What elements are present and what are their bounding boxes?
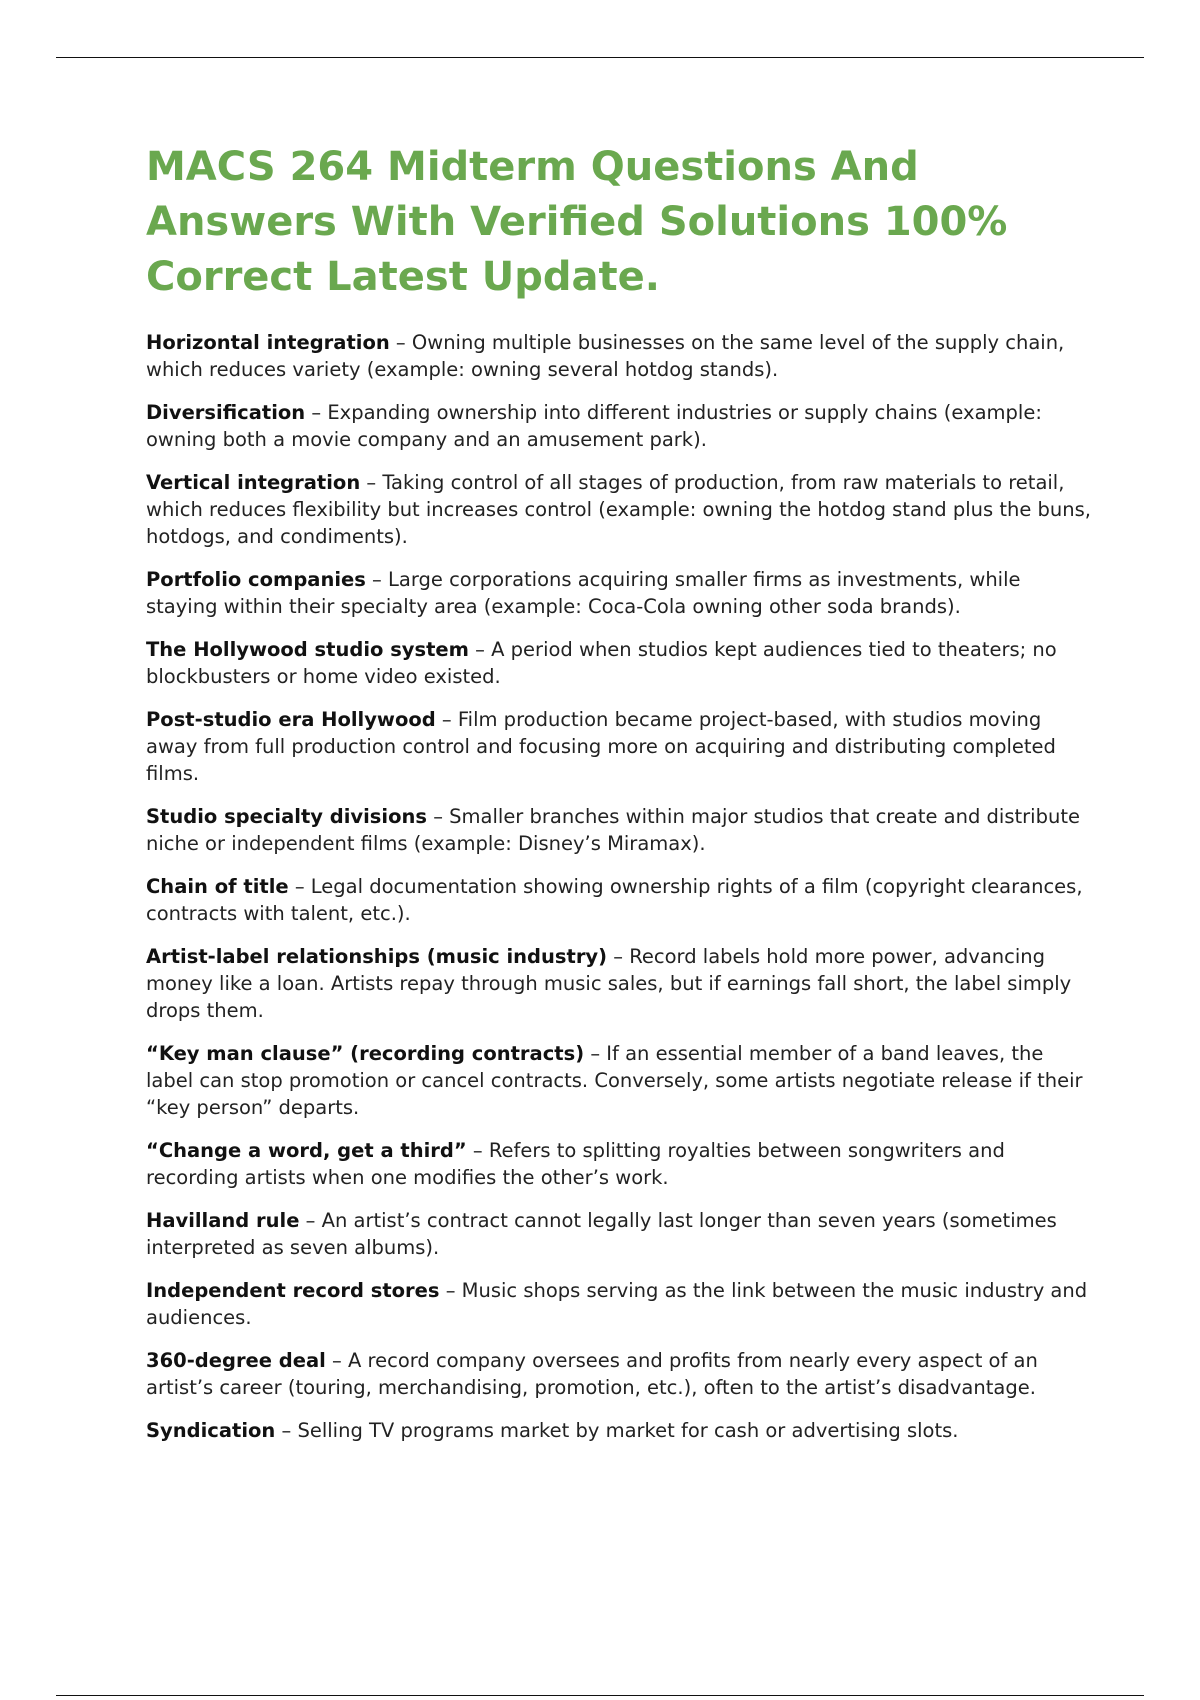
term-separator: – [435,708,458,731]
glossary-definition: Legal documentation showing ownership rights of a film (copyright clearances, contracts with talent, etc.). [146,875,1083,925]
glossary-entry [146,399,1096,453]
glossary-definition: Refers to splitting royalties between songwriters and recording artists when one modifies the other’s work. [146,1139,1005,1189]
glossary-entry [146,803,1096,857]
bottom-rule [56,1695,1144,1696]
term-separator: – [427,805,450,828]
glossary-term: Vertical integration [146,471,361,494]
term-separator: – [288,875,311,898]
term-separator: – [468,638,492,661]
glossary-definition: Taking control of all stages of production, from raw materials to retail, which reduces flexibility but increases control (example: owning the hotdog stand plus the buns, hotdogs, and condiments). [146,471,1092,548]
glossary-definition: A record company oversees and profits from nearly every aspect of an artist’s career (touring, merchandising, promotion, etc.), often to the artist’s disadvantage. [146,1349,1038,1399]
glossary-term: Chain of title [146,875,289,898]
document-title: MACS 264 Midterm Questions And Answers With Verified Solutions 100% Correct Latest Update. [146,144,1008,300]
glossary-definition: A period when studios kept audiences tied to theaters; no blockbusters or home video existed. [146,638,1057,688]
glossary-term: “Change a word, get a third” [146,1139,467,1162]
glossary-entry [146,1207,1096,1261]
glossary-term: Studio specialty divisions [146,805,427,828]
term-separator: – [299,1209,322,1232]
glossary-definition: Expanding ownership into different industries or supply chains (example: owning both a movie company and an amusement park). [146,401,1042,451]
term-separator: – [584,1042,607,1065]
term-separator: – [389,331,412,354]
glossary-definition: If an essential member of a band leaves, the label can stop promotion or cancel contracts. Conversely, some artists negotiate release if their “key person” departs. [146,1042,1083,1119]
glossary-entry [146,1347,1096,1401]
glossary-definition: Owning multiple businesses on the same level of the supply chain, which reduces variety (example: owning several hotdog stands). [146,331,1065,381]
glossary-definition: Selling TV programs market by market for cash or advertising slots. [297,1419,959,1442]
glossary-entry [146,469,1096,550]
glossary-entry [146,1417,1096,1444]
glossary-term: Diversification [146,401,306,424]
glossary-definition: Record labels hold more power, advancing money like a loan. Artists repay through music sales, but if earnings fall short, the label simply drops them. [146,945,1072,1022]
term-separator: – [275,1419,298,1442]
glossary-definition: Music shops serving as the link between the music industry and audiences. [146,1279,1088,1329]
term-separator: – [466,1139,489,1162]
glossary-entry [146,1040,1096,1121]
glossary-term: Syndication [146,1419,276,1442]
glossary-entry [146,1137,1096,1191]
glossary-term: “Key man clause” (recording contracts) [146,1042,585,1065]
term-separator: – [360,471,383,494]
glossary-list [146,329,1096,1444]
glossary-entry [146,1277,1096,1331]
glossary-entry [146,329,1096,383]
glossary-term: Horizontal integration [146,331,390,354]
glossary-definition: Film production became project-based, with studios moving away from full production control and focusing more on acquiring and distributing completed films. [146,708,1056,785]
glossary-definition: Smaller branches within major studios that create and distribute niche or independent films (example: Disney’s Miramax). [146,805,1080,855]
document-body [146,140,1096,1460]
glossary-term: Portfolio companies [146,568,366,591]
glossary-definition: An artist’s contract cannot legally last longer than seven years (sometimes interpreted as seven albums). [146,1209,1057,1259]
term-separator: – [305,401,328,424]
glossary-term: Post-studio era Hollywood [146,708,436,731]
glossary-term: Artist-label relationships (music industry) [146,945,608,968]
term-separator: – [439,1279,462,1302]
glossary-term: 360-degree deal [146,1349,326,1372]
top-rule [56,57,1144,58]
glossary-term: The Hollywood studio system [146,638,469,661]
glossary-entry [146,943,1096,1024]
glossary-entry [146,636,1096,690]
glossary-term: Havilland rule [146,1209,300,1232]
glossary-definition: Large corporations acquiring smaller firms as investments, while staying within their specialty area (example: Coca-Cola owning other soda brands). [146,568,1021,618]
term-separator: – [607,945,630,968]
term-separator: – [325,1349,348,1372]
glossary-entry [146,706,1096,787]
term-separator: – [365,568,389,591]
glossary-entry [146,566,1096,620]
glossary-entry [146,873,1096,927]
glossary-term: Independent record stores [146,1279,440,1302]
